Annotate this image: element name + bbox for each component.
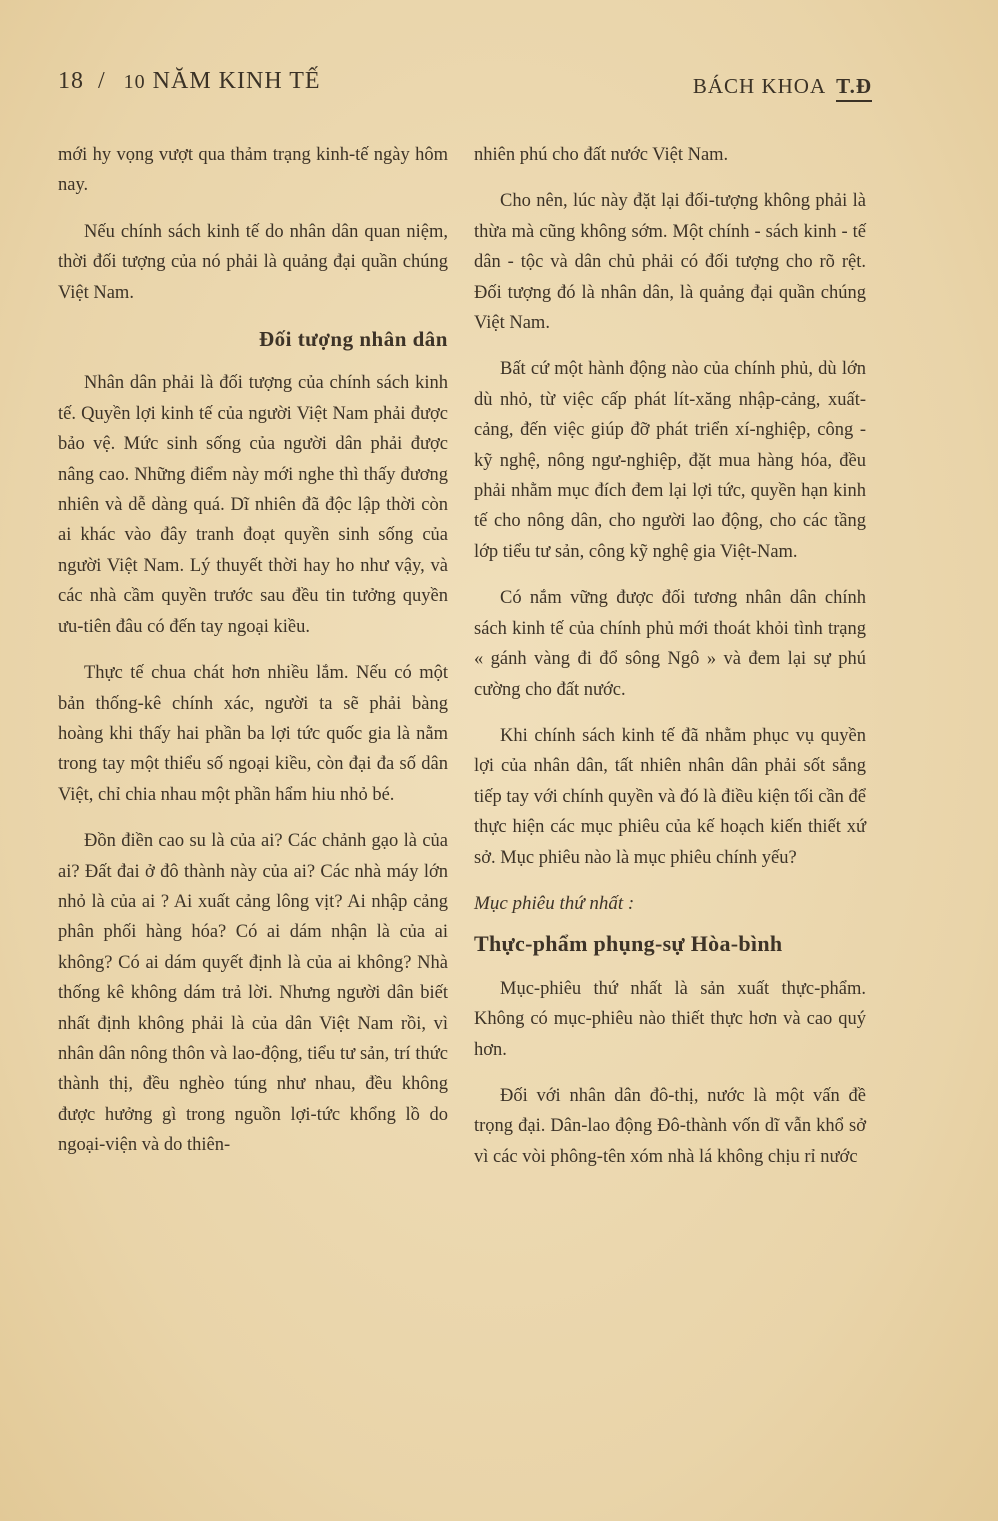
- left-paragraph-2: Nếu chính sách kinh tế do nhân dân quan niệm, thời đối tượng của nó phải là quảng đại quần chúng Việt Nam.: [58, 221, 448, 303]
- right-paragraph-6: Mục-phiêu thứ nhất là sản xuất thực-phẩm. Không có mục-phiêu nào thiết thực hơn và cao quý hơn.: [474, 978, 866, 1060]
- left-paragraph-4: Thực tế chua chát hơn nhiều lắm. Nếu có một bản thống-kê chính xác, người ta sẽ phải bàng hoàng khi thấy hai phần ba lợi tức quốc gia là nằm trong tay một thiểu số ngoại kiều, còn đại đa số dân Việt, chỉ chia nhau một phần hẩm hiu nhỏ bé.: [58, 663, 448, 805]
- left-paragraph-1: mới hy vọng vượt qua thảm trạng kinh-tế ngày hôm nay.: [58, 145, 448, 196]
- right-paragraph-5: Khi chính sách kinh tế đã nhằm phục vụ quyền lợi của nhân dân, tất nhiên nhân dân phải sốt sắng tiếp tay với chính quyền và đó là điều kiện tối cần để thực hiện các mục phiêu của kế hoạch kiến thiết xứ sở. Mục phiêu nào là mục phiêu chính yếu?: [474, 725, 867, 868]
- right-paragraph-7: Đối với nhân dân đô-thị, nước là một vấn đề trọng đại. Dân-lao động Đô-thành vốn dĩ vẫn khổ sở vì các vòi phông-tên xóm nhà lá không chịu rỉ nước: [474, 1085, 866, 1167]
- section-heading-doi-tuong: Đối tượng nhân dân: [258, 327, 448, 352]
- left-column: [58, 140, 448, 1177]
- series-number: 10: [123, 71, 146, 93]
- magazine-name: BÁCH KHOA: [692, 74, 827, 98]
- left-paragraph-3: Nhân dân phải là đối tượng của chính sách kinh tế. Quyền lợi kinh tế của người Việt Nam phải được bảo vệ. Mức sinh sống của người dân phải được nâng cao. Những điểm này mới nghe thì thấy đương nhiên và dễ dàng quá. Dĩ nhiên đã độc lập thời còn ai khác vào đây tranh đoạt quyền sinh sống của người Việt Nam. Lý thuyết thời hay ho như vậy, và các nhà cầm quyền trước sau đều tin tưởng quyền ưu-tiên đâu có đến tay ngoại kiều.: [58, 373, 448, 637]
- right-paragraph-2: Cho nên, lúc này đặt lại đối-tượng không phải là thừa mà cũng không sớm. Một chính - sách kinh - tế dân - tộc và dân chủ phải có đối tượng cho rõ rệt. Đối tượng đó là nhân dân, là quảng đại quần chúng Việt Nam.: [474, 191, 866, 334]
- section-heading-thuc-pham: Thực-phẩm phụng-sự Hòa-bình: [474, 931, 783, 957]
- page-number: 18: [58, 68, 84, 94]
- right-paragraph-4: Có nắm vững được đối tương nhân dân chính sách kinh tế của chính phủ mới thoát khỏi tình trạng « gánh vàng đi đổ sông Ngô » và đem lại sự phú cường cho đất nước.: [474, 588, 866, 700]
- header-slash: /: [98, 68, 106, 94]
- right-paragraph-3: Bất cứ một hành động nào của chính phủ, dù lớn dù nhỏ, từ việc cấp phát lít-xăng nhập-cảng, xuất-cảng, đến việc giúp đỡ phát triển xí-nghiệp, công -kỹ nghệ, nông ngư-nghiệp, đặt mua hàng hóa, đều phải nhằm mục đích đem lại lợi tức, quyền hạn kinh tế cho nông dân, cho người lao động, cho các tầng lớp tiểu tư sản, công kỹ nghệ gia Việt-Nam.: [474, 359, 866, 562]
- left-paragraph-5: Đồn điền cao su là của ai? Các chảnh gạo là của ai? Đất đai ở đô thành này của ai? Các nhà máy lớn nhỏ là của ai ? Ai xuất cảng lông vịt? Ai nhập cảng phân phối hàng hóa? Có ai dám nhận là của ai không? Có ai dám quyết định là của ai không? Nhà thống kê không dám trả lời. Nhưng người dân biết nhất định không phải là của dân Việt Nam rồi, vì nhân dân nông thôn và lao-động, tiểu tư sản, trí thức thành thị, đều nghèo túng như nhau, đều không được hưởng gì trong nguồn lợi-tức khổng lồ do ngoại-viện và do thiên-: [58, 831, 448, 1156]
- header-left: [58, 68, 321, 95]
- page-header: [58, 68, 872, 108]
- right-paragraph-1: nhiên phú cho đất nước Việt Nam.: [474, 145, 729, 165]
- subheading-muc-phieu: Mục phiêu thứ nhất :: [474, 892, 635, 914]
- issue-tag: T.Đ: [836, 74, 872, 102]
- header-right: [693, 74, 872, 99]
- series-title: NĂM KINH TẾ: [152, 68, 321, 94]
- right-column: [474, 140, 866, 1188]
